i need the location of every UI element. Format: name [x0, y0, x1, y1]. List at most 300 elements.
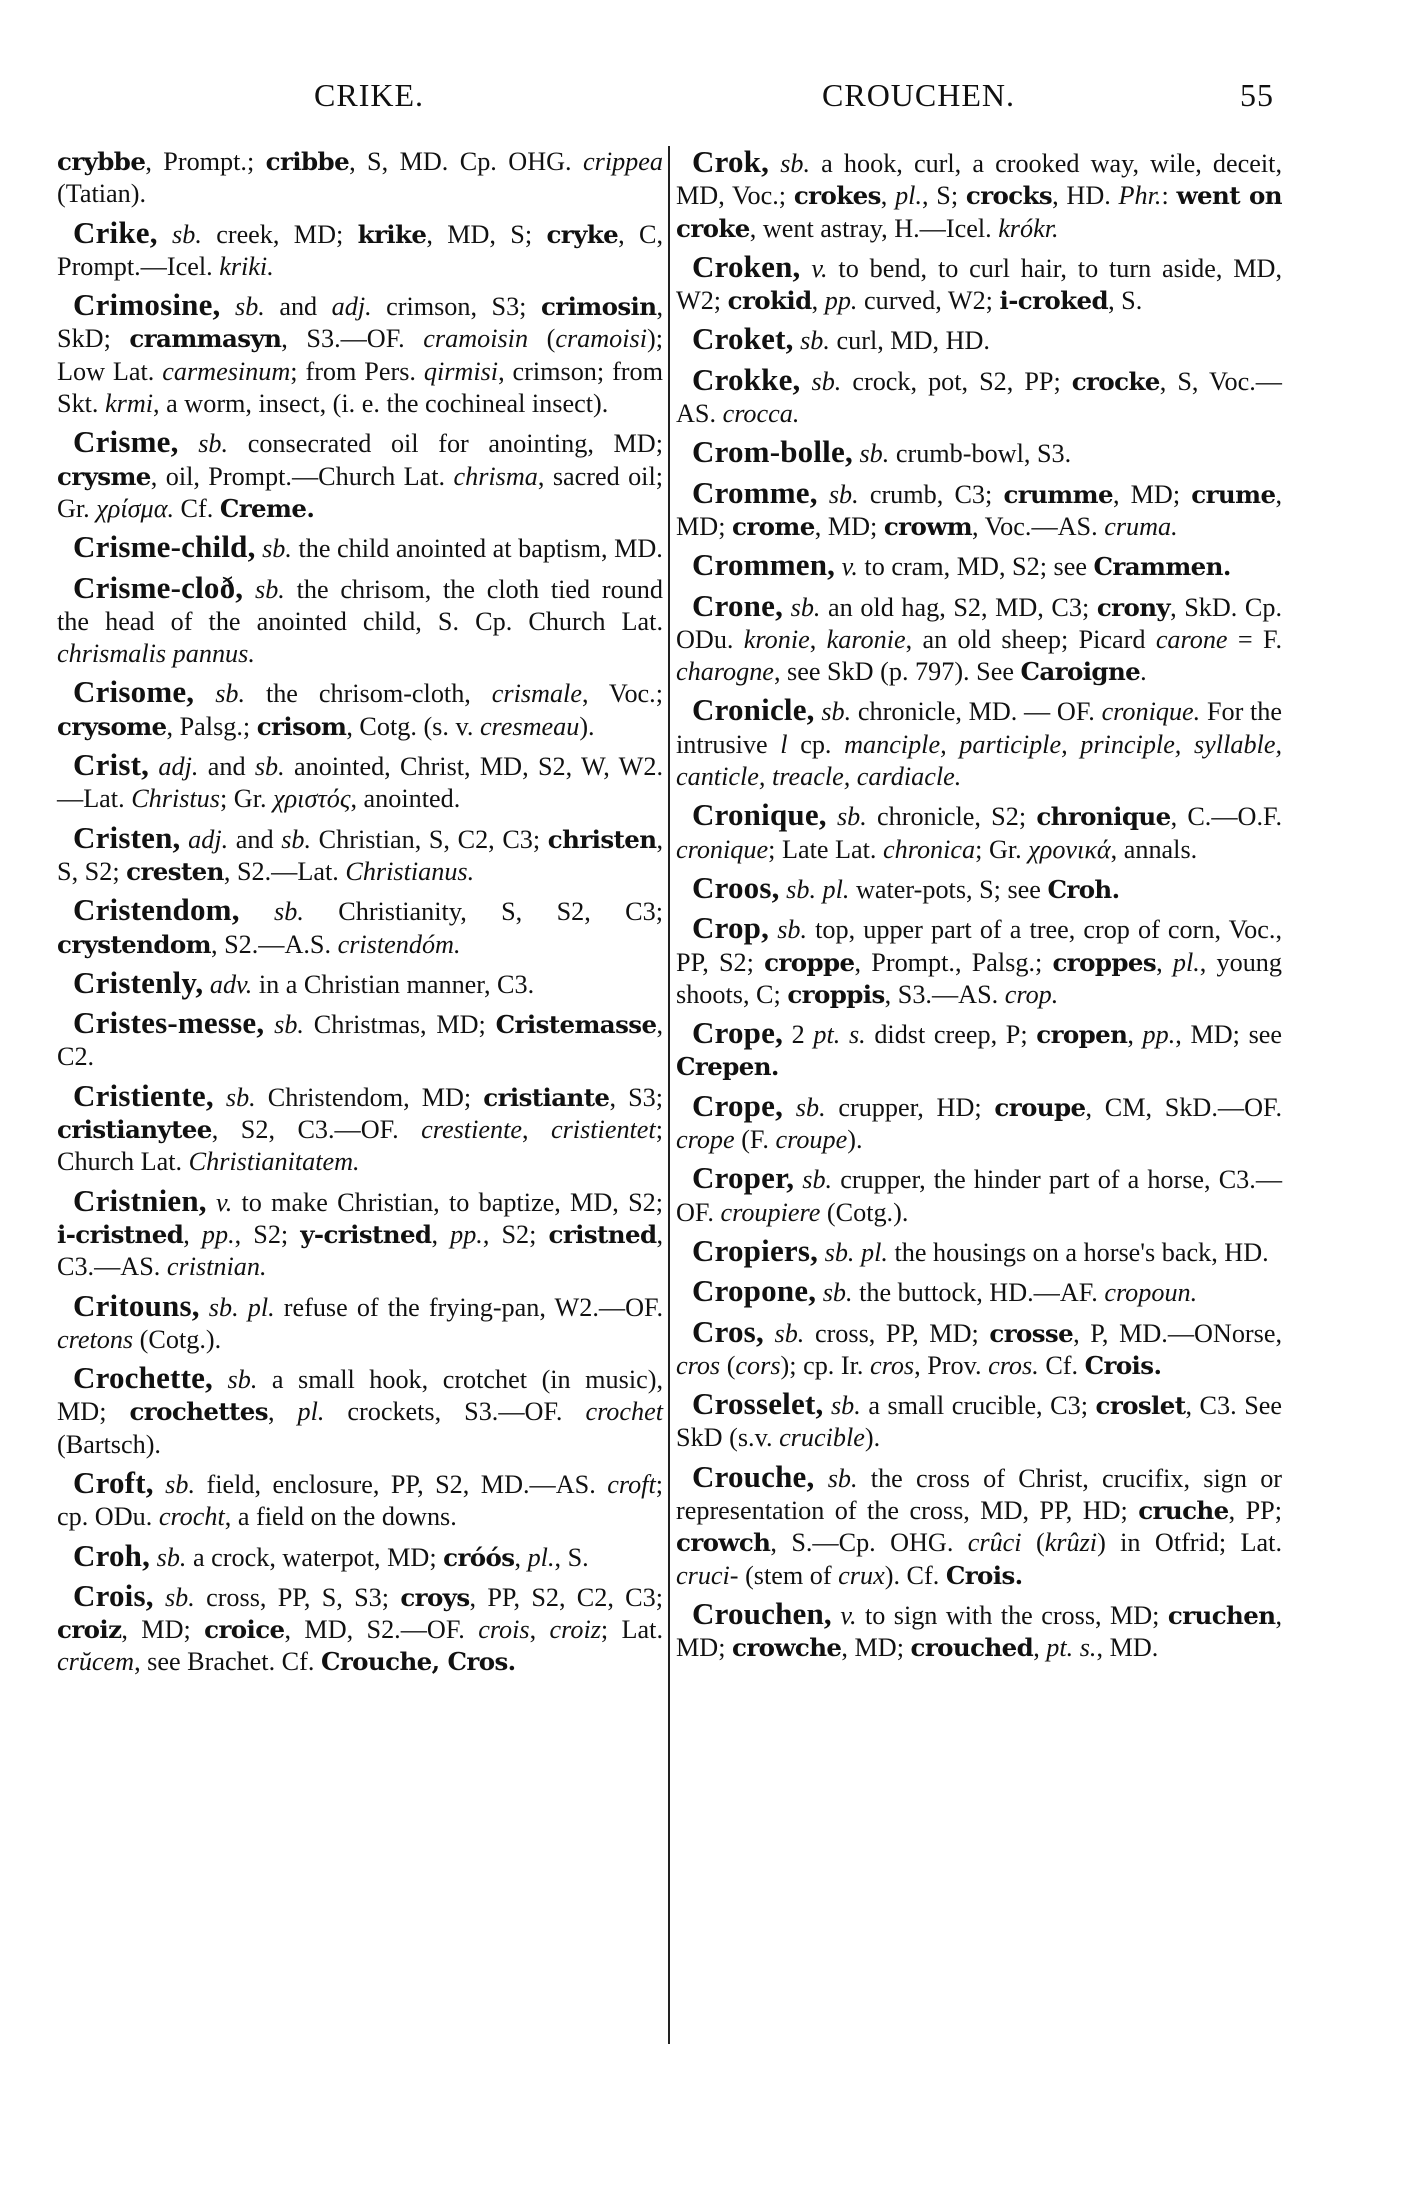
dictionary-entry: [676, 912, 1282, 1011]
body-text: [243, 575, 255, 604]
italic-text: crippea: [583, 147, 663, 176]
variant-form: croppes: [1052, 947, 1157, 977]
italic-text: sb.: [777, 915, 808, 945]
headword: Crosselet,: [692, 1386, 824, 1422]
variant-form: crumme: [1003, 479, 1113, 509]
italic-text: sb. pl.: [786, 874, 850, 904]
headword: Croos,: [692, 869, 780, 905]
dictionary-entry: [57, 1182, 664, 1284]
body-text: ,: [267, 1397, 298, 1427]
italic-text: crois: [478, 1615, 530, 1645]
italic-text: cropoun.: [1104, 1278, 1198, 1308]
variant-form: crocks: [965, 181, 1053, 211]
body-text: [158, 220, 172, 249]
variant-form: cresten: [126, 856, 224, 886]
body-text: (: [1021, 1528, 1045, 1558]
body-text: an old hag, S2, MD, C3;: [820, 592, 1097, 622]
body-text: [154, 1583, 165, 1612]
body-text: didst creep, P;: [865, 1020, 1037, 1050]
body-text: [814, 1464, 827, 1493]
italic-text: adv.: [209, 969, 253, 999]
italic-text: krókr.: [998, 213, 1059, 243]
variant-form: crybbe: [57, 147, 146, 176]
body-text: , see Brachet. Cf.: [134, 1647, 321, 1677]
body-text: creek, MD;: [201, 219, 358, 249]
dictionary-entry: [57, 1077, 663, 1179]
variant-form: croice: [204, 1615, 285, 1645]
body-text: curved, W2;: [857, 286, 1000, 316]
headword: Crope,: [692, 1015, 784, 1051]
variant-form: cristianytee: [57, 1115, 212, 1145]
headword: Crisme-cloð,: [73, 569, 244, 605]
variant-form: Crois.: [945, 1560, 1023, 1590]
body-text: , S2.—Lat.: [223, 856, 346, 886]
italic-text: sb.: [811, 366, 842, 396]
variant-form: crimosin: [540, 292, 657, 322]
dictionary-entry: [57, 214, 663, 284]
body-text: , an old sheep; Picard: [905, 624, 1156, 654]
body-text: a small crucible, C3;: [860, 1391, 1096, 1421]
body-text: (Cotg.).: [133, 1324, 222, 1354]
italic-text: v.: [811, 253, 828, 283]
italic-text: l: [780, 729, 788, 759]
headword: Crois,: [73, 1577, 154, 1613]
variant-form: christen: [547, 824, 657, 854]
body-text: , Prompt., Palsg.;: [854, 947, 1053, 977]
body-text: , S, Voc.—AS.: [676, 366, 1282, 429]
headword: Crimosine,: [73, 287, 221, 323]
body-text: field, enclosure, PP, S2, MD.—AS.: [195, 1469, 608, 1499]
body-text: and: [198, 752, 255, 782]
italic-text: sb. pl.: [824, 1237, 888, 1267]
body-text: Christianity, S, S2, C3;: [303, 897, 664, 927]
variant-form: cruchen: [1167, 1600, 1276, 1630]
body-text: 2: [783, 1020, 814, 1050]
body-text: ,: [1033, 1633, 1047, 1663]
body-text: , MD;: [1112, 479, 1192, 509]
italic-text: pl.: [297, 1397, 325, 1427]
body-text: ,: [529, 1615, 550, 1645]
headword: Crone,: [692, 587, 784, 623]
body-text: Cf.: [174, 493, 220, 523]
italic-text: cronique.: [1101, 697, 1201, 727]
italic-text: crucible: [779, 1423, 865, 1453]
italic-text: croiz: [549, 1615, 601, 1645]
italic-text: cors: [735, 1350, 781, 1380]
body-text: , MD, S;: [426, 219, 547, 249]
body-text: ); Low Lat.: [57, 324, 663, 386]
body-text: [264, 1010, 274, 1039]
body-text: [154, 1470, 165, 1499]
variant-form: crysme: [57, 461, 151, 491]
italic-text: sb.: [830, 1391, 861, 1421]
body-text: , MD;: [121, 1615, 205, 1645]
body-text: , S;: [922, 181, 966, 211]
body-text: [179, 429, 199, 458]
body-text: , Palsg.;: [166, 711, 257, 741]
variant-form: cristned: [548, 1219, 657, 1249]
italic-text: chrismalis pannus.: [57, 639, 255, 669]
variant-form: crisom: [256, 711, 347, 741]
body-text: ,: [1127, 1020, 1143, 1050]
body-text: , S.—Cp. OHG.: [770, 1528, 968, 1558]
italic-text: sb.: [225, 1082, 256, 1112]
body-text: , P, MD.—ONorse,: [1073, 1318, 1283, 1348]
dictionary-entry: [676, 1313, 1283, 1383]
body-text: ,: [811, 286, 825, 316]
body-text: ); cp. Ir.: [780, 1350, 870, 1380]
italic-text: cruci-: [676, 1560, 739, 1590]
dictionary-entry: [676, 436, 1282, 470]
italic-text: sb.: [198, 429, 229, 459]
entry-continuation: [57, 146, 663, 211]
body-text: , MD.: [1096, 1633, 1159, 1663]
body-text: chronicle, MD. — OF.: [851, 697, 1102, 727]
variant-form: crystendom: [57, 929, 211, 959]
body-text: in a Christian manner, C3.: [252, 969, 535, 999]
body-text: , PP;: [1228, 1495, 1282, 1525]
body-text: ,: [183, 1219, 202, 1249]
dictionary-entry: [57, 1007, 663, 1074]
dictionary-entry: [676, 474, 1282, 544]
variant-form: crume: [1191, 479, 1276, 509]
dictionary-entry: [676, 146, 1282, 245]
italic-text: cramoisin: [423, 324, 529, 354]
italic-text: carone: [1155, 624, 1228, 654]
headword: Cristnien,: [73, 1182, 207, 1218]
dictionary-entry: [676, 799, 1282, 866]
headword: Crisme-child,: [73, 529, 256, 565]
body-text: Christian, S, C2, C3;: [311, 824, 548, 854]
variant-form: i-croked: [999, 286, 1109, 316]
italic-text: cristientet: [550, 1115, 656, 1145]
italic-text: cruma.: [1104, 511, 1178, 541]
dictionary-entry: [57, 1287, 664, 1357]
headword: Crouchen,: [692, 1595, 832, 1631]
variant-form: crowm: [883, 511, 973, 541]
variant-form: crokid: [727, 286, 812, 316]
body-text: , MD;: [676, 479, 1282, 541]
italic-text: qirmisi: [423, 356, 499, 386]
headword: Croper,: [692, 1160, 795, 1196]
italic-text: cretons: [57, 1324, 134, 1354]
italic-text: kriki.: [219, 251, 274, 281]
headword: Croket,: [692, 321, 794, 357]
body-text: crockets, S3.—OF.: [324, 1397, 586, 1427]
body-text: Christmas, MD;: [303, 1010, 496, 1040]
body-text: , MD, S2.—OF.: [284, 1615, 479, 1645]
dictionary-entry: [57, 749, 663, 816]
body-text: cross, PP, S, S3;: [194, 1582, 401, 1612]
body-text: , CM, SkD.—OF.: [1085, 1092, 1283, 1122]
italic-text: sb.: [859, 439, 890, 469]
body-text: crumb-bowl, S3.: [889, 439, 1072, 469]
variant-form: croppe: [764, 947, 855, 977]
body-text: , Voc.;: [581, 679, 663, 709]
italic-text: krûzi: [1044, 1528, 1098, 1558]
body-text: , anointed.: [350, 784, 461, 814]
headword: Crok,: [692, 144, 770, 179]
body-text: , Prov.: [914, 1350, 989, 1380]
body-text: ; Late Lat.: [768, 834, 884, 864]
italic-text: sb.: [780, 149, 811, 178]
variant-form: Crois.: [1084, 1350, 1162, 1380]
variant-form: krike: [357, 219, 427, 249]
italic-text: sb.: [165, 1469, 196, 1499]
body-text: Cf.: [1038, 1350, 1085, 1380]
headword: Critouns,: [73, 1287, 200, 1323]
dictionary-entry: [676, 869, 1282, 906]
italic-text: carmesinum: [162, 356, 291, 386]
body-text: , S3.—AS.: [884, 979, 1005, 1009]
italic-text: sb. pl.: [208, 1292, 275, 1322]
dictionary-entry: [676, 1388, 1282, 1455]
body-text: ) in Otfrid; Lat.: [1097, 1528, 1282, 1558]
headword: Croft,: [73, 1464, 154, 1500]
body-text: [240, 897, 274, 926]
headword: Crokke,: [692, 361, 801, 397]
running-head-left: CRIKE.: [314, 77, 424, 113]
italic-text: sb.: [822, 1278, 853, 1308]
body-text: ; Lat.: [600, 1615, 663, 1645]
italic-text: crop.: [1004, 979, 1059, 1009]
italic-text: sb.: [156, 1542, 187, 1572]
body-text: , a worm, insect, (i. e. the cochineal insect).: [153, 389, 609, 419]
dictionary-column-left: [57, 146, 663, 1685]
italic-text: pt. s.: [813, 1020, 866, 1050]
variant-form: croys: [400, 1582, 470, 1612]
italic-text: kronie: [743, 624, 810, 654]
headword: Cronicle,: [692, 692, 815, 728]
body-text: and: [228, 824, 282, 854]
italic-text: adj.: [158, 752, 199, 782]
dictionary-entry: [57, 289, 663, 420]
dictionary-entry: [676, 248, 1282, 318]
headword: Cristen,: [73, 819, 181, 855]
body-text: ,: [880, 181, 896, 211]
italic-text: cros: [869, 1350, 915, 1380]
body-text: [800, 254, 811, 283]
variant-form: crammasyn: [129, 324, 282, 354]
italic-text: adj.: [188, 824, 229, 854]
body-text: ; Gr.: [219, 784, 274, 814]
headword: Crope,: [692, 1087, 784, 1123]
dictionary-entry: [676, 549, 1282, 583]
body-text: ,: [809, 624, 827, 654]
body-text: , MD;: [676, 1600, 1282, 1663]
body-text: [764, 1319, 775, 1348]
dictionary-entry: [57, 1362, 663, 1461]
body-text: , C, Prompt.—Icel.: [57, 219, 663, 281]
body-text: ).: [847, 1125, 863, 1155]
body-text: , S2.—A.S.: [210, 929, 338, 959]
dictionary-entry: [676, 1595, 1282, 1665]
italic-text: sb.: [821, 697, 852, 727]
italic-text: pp.: [450, 1219, 483, 1249]
italic-text: sb.: [827, 1463, 858, 1493]
body-text: , S3.—OF.: [281, 324, 424, 354]
italic-text: sb.: [828, 479, 859, 509]
body-text: , Prompt.;: [145, 147, 266, 176]
body-text: , HD.: [1052, 181, 1119, 211]
variant-form: crochettes: [129, 1397, 268, 1427]
body-text: (Bartsch).: [57, 1429, 161, 1459]
variant-form: croppis: [787, 979, 885, 1009]
body-text: , SkD. Cp. ODu.: [676, 592, 1282, 654]
body-text: Christendom, MD;: [255, 1082, 484, 1112]
body-text: :: [1161, 181, 1177, 211]
body-text: cp.: [787, 729, 845, 759]
headword: Crom-bolle,: [692, 434, 853, 470]
dictionary-entry: [57, 1464, 664, 1534]
italic-text: crochet: [585, 1397, 664, 1427]
body-text: (Cotg.).: [820, 1197, 909, 1227]
body-text: For the intrusive: [676, 697, 1283, 759]
body-text: crimson, S3;: [371, 292, 541, 322]
dictionary-entry: [57, 819, 663, 889]
headword: Cristenly,: [73, 964, 204, 1000]
variant-form: crouched: [910, 1633, 1034, 1663]
body-text: crumb, C3;: [858, 479, 1004, 509]
body-text: , S.: [1108, 286, 1143, 316]
body-text: the chrisom-cloth,: [245, 679, 492, 709]
body-text: , oil, Prompt.—Church Lat.: [150, 461, 454, 491]
italic-text: cristendóm.: [337, 929, 461, 959]
body-text: (: [720, 1350, 736, 1380]
italic-text: sb.: [254, 752, 285, 782]
italic-text: crestiente: [421, 1115, 522, 1145]
body-text: ,: [431, 1219, 451, 1249]
dictionary-entry: [676, 1162, 1282, 1229]
variant-form: Crepen.: [676, 1052, 779, 1082]
body-text: ,: [521, 1115, 551, 1145]
body-text: [783, 593, 791, 622]
body-text: , MD; see: [1175, 1020, 1283, 1050]
italic-text: Phr.: [1118, 181, 1162, 211]
italic-text: χριστός: [273, 784, 351, 814]
italic-text: sb.: [274, 897, 304, 927]
headword: Cristes-messe,: [73, 1005, 265, 1041]
italic-text: sb.: [795, 1092, 826, 1122]
body-text: , young shoots, C;: [676, 947, 1282, 1009]
body-text: anointed, Christ, MD, S2, W, W2.—Lat.: [57, 752, 664, 814]
body-text: , S, MD. Cp. OHG.: [349, 147, 583, 176]
dictionary-entry: [57, 1537, 663, 1574]
body-text: , C3. See SkD (s.v.: [676, 1391, 1283, 1453]
italic-text: cresmeau: [479, 711, 580, 741]
body-text: [823, 1391, 831, 1420]
italic-text: pp.: [1142, 1020, 1176, 1050]
body-text: (Tatian).: [57, 179, 147, 209]
body-text: water-pots, S; see: [849, 874, 1048, 904]
headword: Cristendom,: [73, 892, 240, 928]
body-text: crupper, the hinder part of a horse, C3.—OF.: [676, 1165, 1283, 1227]
variant-form: cryke: [546, 219, 619, 249]
body-text: , C3.—AS.: [57, 1219, 664, 1282]
italic-text: charogne: [676, 657, 774, 687]
body-text: curl, MD, HD.: [829, 326, 990, 356]
body-text: [783, 1093, 796, 1122]
body-text: .: [1140, 657, 1147, 687]
page-number: 55: [1240, 77, 1274, 113]
italic-text: crŭcem: [57, 1647, 135, 1677]
body-text: [827, 802, 837, 831]
headword: Cristiente,: [73, 1077, 214, 1113]
italic-text: crope: [676, 1125, 735, 1155]
headword: Cromme,: [692, 474, 818, 510]
body-text: , MD;: [841, 1633, 911, 1663]
dictionary-entry: [57, 1577, 664, 1679]
italic-text: crocht: [158, 1502, 225, 1532]
body-text: [213, 1365, 228, 1394]
italic-text: cronique: [676, 834, 769, 864]
variant-form: chronique: [1036, 802, 1171, 832]
italic-text: χρονικά: [1028, 834, 1111, 864]
body-text: = F.: [1227, 624, 1282, 654]
body-text: the housings on a horse's back, HD.: [887, 1237, 1269, 1267]
dictionary-entry: [676, 1275, 1282, 1309]
variant-form: Crammen.: [1093, 552, 1231, 582]
body-text: ).: [864, 1423, 881, 1453]
dictionary-entry: [676, 361, 1282, 431]
variant-form: croupe: [994, 1092, 1086, 1122]
body-text: , annals.: [1110, 834, 1198, 864]
body-text: ,: [1156, 947, 1173, 977]
body-text: , Cotg. (s. v.: [346, 711, 480, 741]
body-text: , went astray, H.—Icel.: [749, 213, 999, 243]
body-text: , Voc.—AS.: [972, 511, 1105, 541]
headword: Croken,: [692, 248, 801, 284]
body-text: , S, S2;: [57, 824, 663, 886]
italic-text: sb.: [164, 1582, 195, 1612]
body-text: chronicle, S2;: [866, 802, 1037, 832]
body-text: , S.: [554, 1542, 589, 1572]
headword: Croh,: [73, 1537, 151, 1573]
italic-text: χρίσμα.: [96, 493, 174, 523]
italic-text: crismale: [491, 679, 582, 709]
italic-text: sb.: [172, 219, 202, 249]
variant-form: cropen: [1036, 1020, 1128, 1050]
body-text: , C2.: [57, 1010, 663, 1072]
italic-text: chrisma: [453, 461, 538, 491]
body-text: ,: [514, 1542, 528, 1572]
italic-text: chronica: [883, 834, 976, 864]
body-text: cross, PP, MD;: [804, 1318, 990, 1348]
body-text: [194, 679, 215, 708]
variant-form: crysome: [57, 711, 167, 741]
variant-form: crowche: [732, 1633, 842, 1663]
body-text: (stem of: [738, 1560, 839, 1590]
body-text: ; Gr.: [975, 834, 1029, 864]
italic-text: pl.: [527, 1542, 555, 1572]
dictionary-entry: [57, 676, 663, 743]
italic-text: v.: [840, 1600, 857, 1630]
italic-text: krmi: [105, 389, 154, 419]
italic-text: manciple, participle, principle, syllable, canticle, treacle, cardiacle.: [676, 729, 1282, 792]
italic-text: crocca.: [722, 399, 800, 429]
variant-form: crome: [732, 511, 815, 541]
running-head-right: CROUCHEN.: [822, 77, 1016, 113]
italic-text: croft: [607, 1469, 656, 1499]
body-text: , C.—O.F.: [1170, 802, 1283, 832]
body-text: [818, 480, 829, 509]
body-text: the buttock, HD.—AF.: [852, 1278, 1105, 1308]
dictionary-entry: [676, 323, 1282, 357]
italic-text: sb.: [774, 1318, 805, 1348]
body-text: to make Christian, to baptize, MD, S2;: [232, 1187, 663, 1217]
headword: Crike,: [73, 214, 158, 250]
body-text: a crock, waterpot, MD;: [186, 1542, 444, 1572]
